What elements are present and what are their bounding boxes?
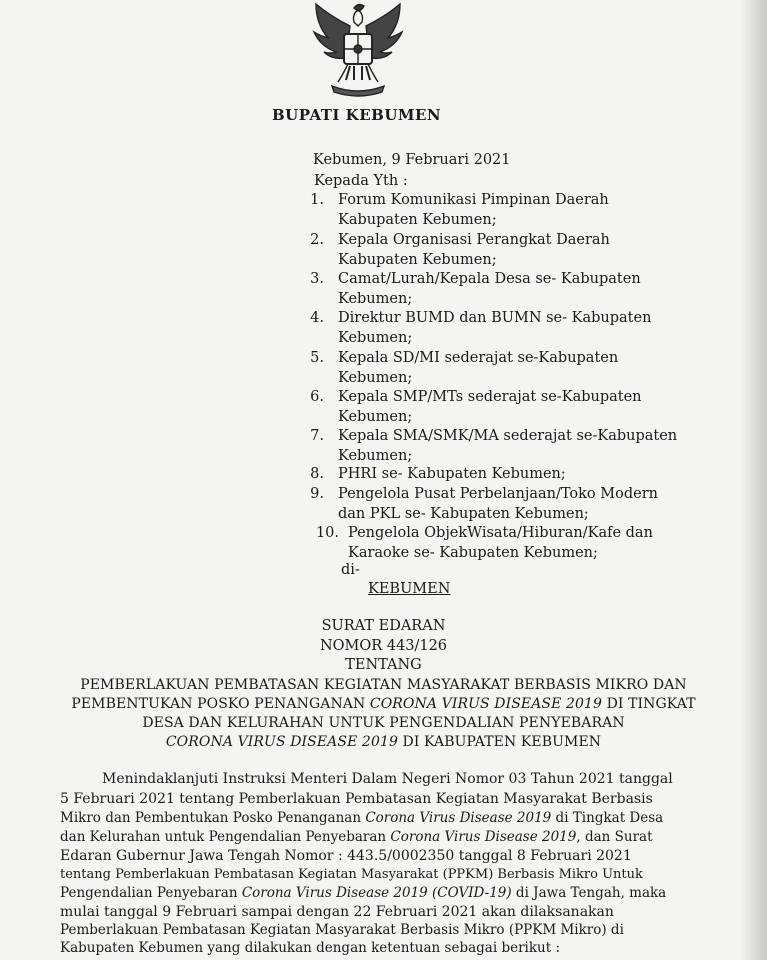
recipient-line: Kebumen;	[338, 291, 413, 307]
recipient-number: 4.	[310, 310, 324, 326]
circular-number: NOMOR 443/126	[319, 638, 448, 654]
recipient-line: Kebumen;	[338, 448, 413, 464]
body-span: Corona Virus Disease 2019	[390, 829, 577, 845]
addressee-heading: Kepada Yth :	[314, 173, 408, 189]
recipient-number: 1.	[310, 192, 324, 208]
body-span: , dan Surat	[576, 829, 653, 845]
body-line: tentang Pemberlakuan Pembatasan Kegiatan Masyarakat (PPKM) Berbasis Mikro Untuk	[60, 867, 643, 882]
document-title: BUPATI KEBUMEN	[272, 106, 442, 124]
recipient-line: Kabupaten Kebumen;	[338, 212, 497, 228]
body-span: Corona Virus Disease 2019	[365, 810, 552, 826]
recipient-line: Pengelola Pusat Perbelanjaan/Toko Modern	[338, 486, 658, 502]
recipient-line: dan PKL se- Kabupaten Kebumen;	[338, 506, 589, 522]
recipient-line: Kabupaten Kebumen;	[338, 252, 497, 268]
recipient-line: Pengelola ObjekWisata/Hiburan/Kafe dan	[348, 525, 653, 541]
recipient-line: Direktur BUMD dan BUMN se- Kabupaten	[338, 310, 652, 326]
subject-line-4a: CORONA VIRUS DISEASE 2019	[165, 734, 398, 750]
body-span: Pengendalian Penyebaran	[60, 885, 242, 901]
body-line: Pemberlakuan Pembatasan Kegiatan Masyarakat Berbasis Mikro (PPKM Mikro) di	[60, 922, 624, 938]
recipient-number: 6.	[310, 389, 324, 405]
body-line: 5 Februari 2021 tentang Pemberlakuan Pembatasan Kegiatan Masyarakat Berbasis	[60, 791, 653, 807]
subject-line-2	[0, 696, 767, 712]
recipient-number: 7.	[310, 428, 324, 444]
recipient-line: Kebumen;	[338, 330, 413, 346]
subject-line-4	[0, 734, 767, 750]
recipient-number: 10.	[315, 525, 339, 541]
subject-line-3: DESA DAN KELURAHAN UNTUK PENGENDALIAN PENYEBARAN	[142, 715, 625, 731]
body-line: Menindaklanjuti Instruksi Menteri Dalam Negeri Nomor 03 Tahun 2021 tanggal	[102, 771, 673, 787]
body-line	[60, 810, 663, 826]
body-span: di Tingkat Desa	[551, 810, 664, 826]
subject-line-1: PEMBERLAKUAN PEMBATASAN KEGIATAN MASYARAKAT BERBASIS MIKRO DAN	[80, 677, 687, 693]
body-span: Mikro dan Pembentukan Posko Penanganan	[60, 810, 366, 826]
subject-line-2b: CORONA VIRUS DISEASE 2019	[369, 696, 603, 712]
recipient-line: Kebumen;	[338, 409, 413, 425]
recipient-line: Karaoke se- Kabupaten Kebumen;	[348, 545, 598, 561]
body-line: Edaran Gubernur Jawa Tengah Nomor : 443.5/0002350 tanggal 8 Februari 2021	[60, 848, 632, 864]
subject-line-2c: DI TINGKAT	[602, 696, 696, 712]
destination: KEBUMEN	[368, 581, 451, 597]
recipient-number: 8.	[310, 466, 324, 482]
recipient-number: 3.	[310, 271, 324, 287]
recipient-line: Camat/Lurah/Kepala Desa se- Kabupaten	[338, 271, 641, 287]
body-span: dan Kelurahan untuk Pengendalian Penyebaran	[60, 829, 391, 845]
body-line: Kabupaten Kebumen yang dilakukan dengan ketentuan sebagai berikut :	[60, 940, 560, 956]
recipient-line: Kepala SD/MI sederajat se-Kabupaten	[338, 350, 619, 366]
recipient-number: 2.	[310, 232, 324, 248]
recipient-line: Kepala SMP/MTs sederajat se-Kabupaten	[338, 389, 642, 405]
recipient-number: 9.	[310, 486, 324, 502]
body-line	[60, 829, 653, 845]
recipient-line: PHRI se- Kabupaten Kebumen;	[338, 466, 566, 482]
recipient-line: Kebumen;	[338, 370, 413, 386]
recipient-number: 5.	[310, 350, 324, 366]
subject-line-2a: PEMBENTUKAN POSKO PENANGANAN	[71, 696, 370, 712]
page-edge-shadow	[739, 0, 767, 960]
body-span: di Jawa Tengah, maka	[511, 885, 667, 901]
circular-type: SURAT EDARAN	[321, 618, 446, 634]
subject-line-4b: DI KABUPATEN KEBUMEN	[397, 734, 602, 750]
recipient-line: Kepala SMA/SMK/MA sederajat se-Kabupaten	[338, 428, 678, 444]
di-label: di-	[341, 562, 360, 578]
place-date: Kebumen, 9 Februari 2021	[313, 152, 511, 168]
recipient-line: Kepala Organisasi Perangkat Daerah	[338, 232, 610, 248]
body-line: mulai tanggal 9 Februari sampai dengan 22 Februari 2021 akan dilaksanakan	[60, 904, 614, 920]
body-line	[60, 885, 666, 901]
garuda-emblem-icon	[302, 0, 414, 104]
recipient-line: Forum Komunikasi Pimpinan Daerah	[338, 192, 609, 208]
body-span: Corona Virus Disease 2019 (COVID-19)	[241, 885, 512, 901]
circular-about: TENTANG	[345, 657, 422, 673]
